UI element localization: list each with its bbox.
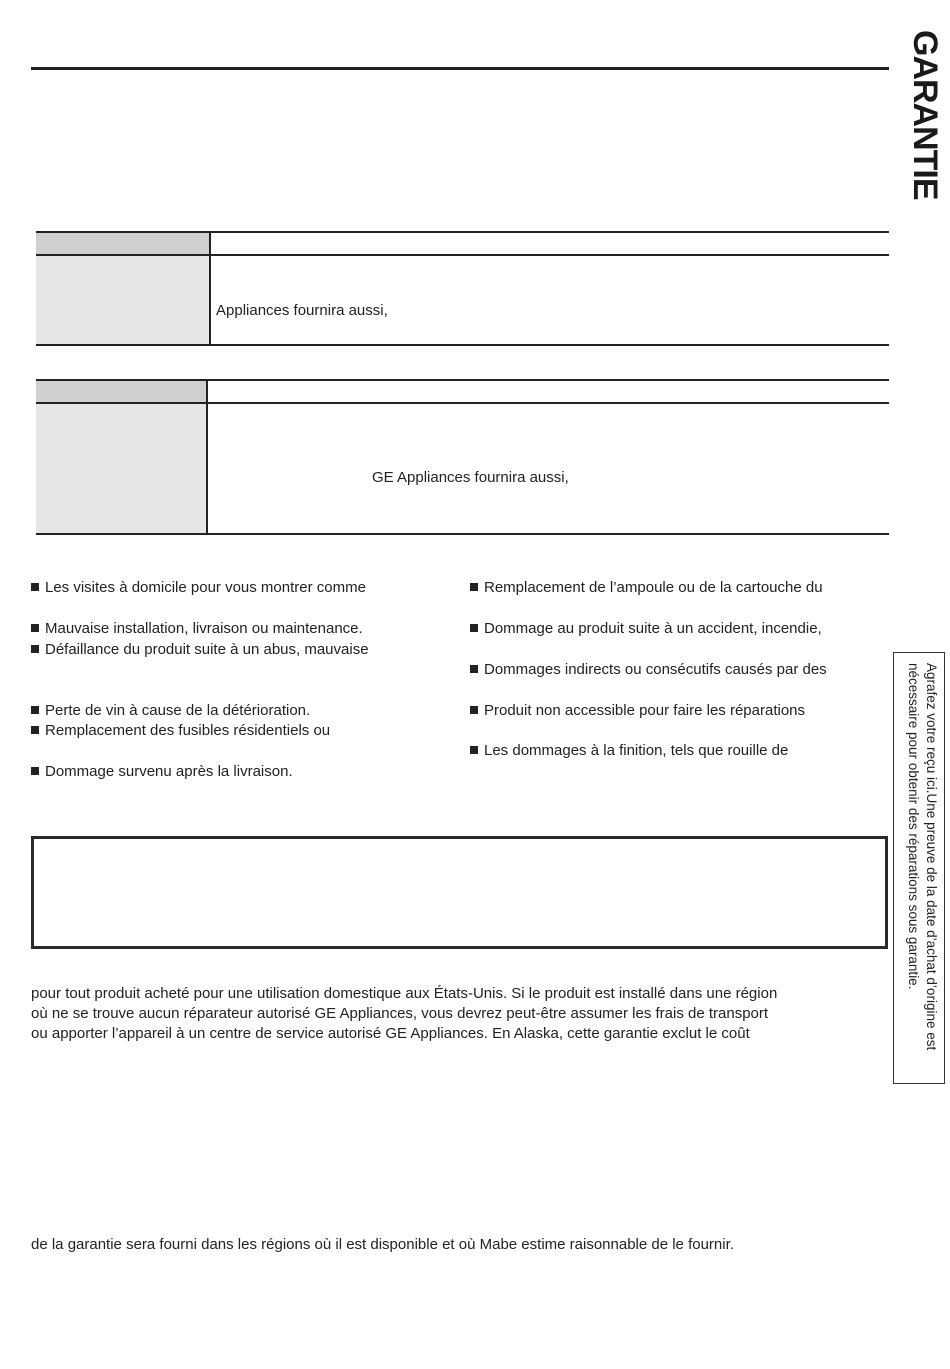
coverage-line: pour tout produit acheté pour une utilisation domestique aux États-Unis. Si le produit est installé dans une région (31, 985, 778, 1002)
exclusion-item: Remplacement de l’ampoule ou de la cartouche du (470, 579, 823, 596)
warranty-table-2-divider (206, 379, 208, 533)
warranty-table-2-header (36, 379, 889, 404)
availability-paragraph: de la garantie sera fourni dans les régions où il est disponible et où Mabe estime raisonnable de le fournir. (31, 1236, 734, 1253)
exclusion-item: Les visites à domicile pour vous montrer comme (31, 579, 366, 596)
bullet-icon (470, 583, 478, 591)
bullet-icon (470, 746, 478, 754)
exclusion-item: Dommage au produit suite à un accident, incendie, (470, 620, 822, 637)
bullet-icon (31, 726, 39, 734)
bullet-icon (470, 706, 478, 714)
exclusion-item: Dommages indirects ou consécutifs causés par des (470, 661, 827, 678)
warranty-table-1-header-left (36, 233, 209, 254)
bullet-icon (31, 583, 39, 591)
bullet-icon (31, 706, 39, 714)
exclusion-item: Perte de vin à cause de la détérioration. (31, 702, 310, 719)
staple-receipt-note: Agrafez votre reçu ici.Une preuve de la date d’achat d’origine est nécessaire pour obtenir des réparations sous garantie. (906, 663, 939, 1051)
exclusion-item: Mauvaise installation, livraison ou maintenance. (31, 620, 363, 637)
warranty-table-2-text: GE Appliances fournira aussi, (372, 469, 569, 486)
exclusion-item: Les dommages à la finition, tels que rouille de (470, 742, 788, 759)
bullet-icon (470, 624, 478, 632)
page-section-title: GARANTIE (906, 30, 944, 200)
warranty-table-2-body-left (36, 404, 206, 533)
warranty-table-1-body-left (36, 256, 209, 344)
warranty-table-1-header (36, 231, 889, 256)
staple-receipt-box (893, 652, 945, 1084)
bullet-icon (31, 624, 39, 632)
warranty-table-1-body (36, 256, 889, 346)
warranty-table-2-body (36, 404, 889, 535)
coverage-line: ou apporter l’appareil à un centre de service autorisé GE Appliances. En Alaska, cette garantie exclut le coût (31, 1025, 750, 1042)
top-rule (31, 67, 889, 70)
bullet-icon (31, 645, 39, 653)
warranty-table-2-header-left (36, 381, 206, 402)
warranty-table-1-text: Appliances fournira aussi, (216, 302, 388, 319)
warranty-table-2 (36, 379, 889, 535)
coverage-line: où ne se trouve aucun réparateur autorisé GE Appliances, vous devrez peut-être assumer les frais de transport (31, 1005, 769, 1022)
bullet-icon (31, 767, 39, 775)
exclusion-item: Dommage survenu après la livraison. (31, 763, 293, 780)
notice-box (31, 836, 888, 949)
exclusion-item: Défaillance du produit suite à un abus, mauvaise (31, 641, 369, 658)
warranty-table-1-divider (209, 231, 211, 344)
coverage-paragraph (31, 984, 891, 1044)
exclusion-item: Produit non accessible pour faire les réparations (470, 702, 805, 719)
exclusion-item: Remplacement des fusibles résidentiels ou (31, 722, 330, 739)
warranty-table-1 (36, 231, 889, 346)
bullet-icon (470, 665, 478, 673)
